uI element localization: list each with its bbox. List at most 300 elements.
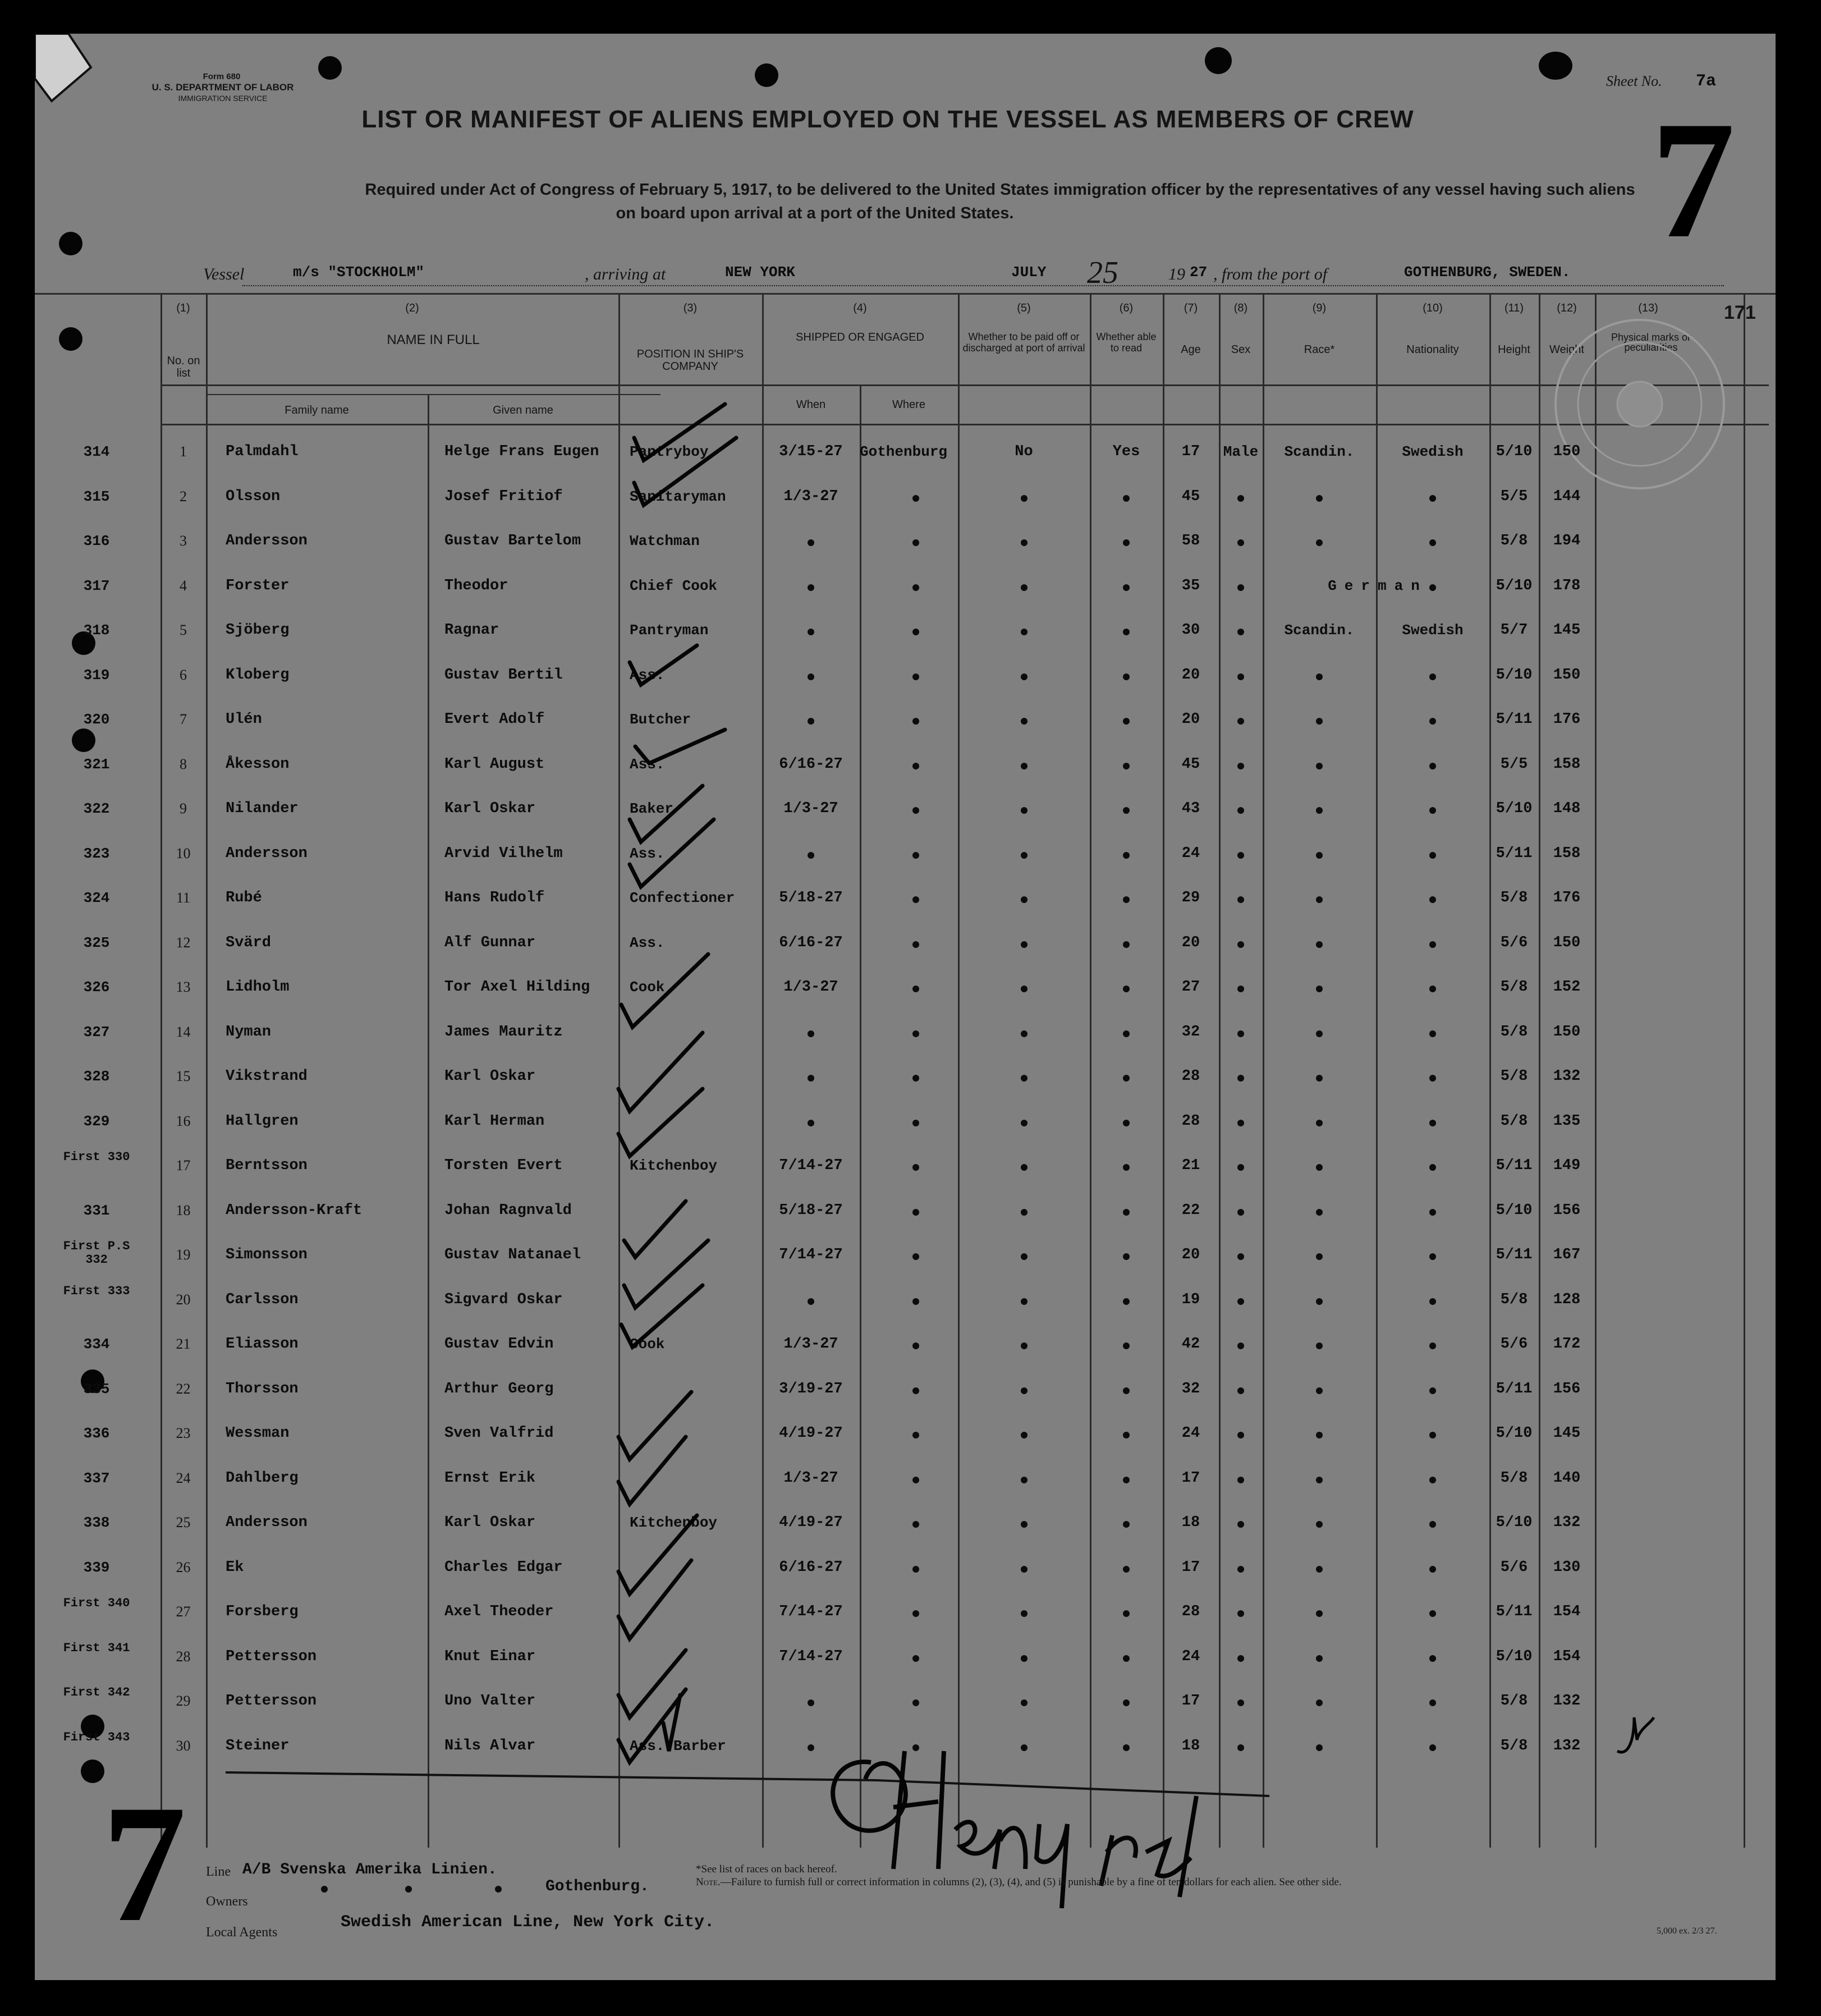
- col-num: (1): [176, 302, 190, 314]
- cell-margin: 338: [83, 1514, 110, 1531]
- cell-position: Confectioner: [630, 890, 735, 906]
- cell-height: 5/8: [1500, 1023, 1528, 1041]
- header-age: Age: [1181, 343, 1201, 356]
- cell-height: 5/8: [1500, 533, 1528, 549]
- cell-no: 26: [176, 1559, 191, 1575]
- cell-no: 16: [176, 1112, 191, 1129]
- cell-when: 7/14-27: [779, 1247, 843, 1263]
- check-mark: [635, 730, 725, 763]
- cell-height: 5/11: [1496, 1247, 1533, 1263]
- cell-weight: 132: [1553, 1693, 1581, 1710]
- cell-margin: 334: [83, 1336, 110, 1353]
- col-num: (8): [1233, 302, 1248, 314]
- cell-weight: 149: [1553, 1157, 1581, 1174]
- cell-no: 7: [180, 711, 187, 727]
- cell-given: Hans Rudolf: [444, 890, 545, 906]
- col-num: (7): [1184, 302, 1198, 314]
- check-mark: [634, 404, 725, 460]
- cell-margin: First 340: [63, 1596, 130, 1610]
- cell-no: 3: [180, 533, 187, 549]
- subtitle-line-2: on board upon arrival at a port of the United States.: [616, 204, 1014, 222]
- cell-margin: First 341: [63, 1641, 130, 1655]
- cell-when: 7/14-27: [779, 1157, 843, 1174]
- header-when: When: [796, 398, 826, 411]
- cell-when: 1/3-27: [783, 1336, 838, 1353]
- cell-given: Gustav Natanael: [444, 1247, 581, 1263]
- cell-weight: 145: [1553, 622, 1581, 639]
- arrival-month: JULY: [1011, 264, 1047, 281]
- cell-nationality: Swedish: [1402, 622, 1464, 639]
- cell-given: Karl Herman: [444, 1112, 545, 1130]
- cell-age: 43: [1181, 800, 1200, 817]
- cell-position: Pantryboy: [630, 443, 709, 460]
- col-num: (5): [1017, 302, 1031, 314]
- cell-position: Ass.: [630, 845, 665, 862]
- cell-weight: 132: [1553, 1068, 1581, 1085]
- cell-height: 5/8: [1500, 979, 1528, 996]
- cell-no: 29: [176, 1693, 191, 1709]
- cell-weight: 132: [1553, 1514, 1581, 1531]
- cell-margin: First P.S 332: [63, 1239, 130, 1267]
- cell-no: 9: [180, 800, 187, 817]
- cell-position: Kitchenboy: [630, 1157, 718, 1174]
- cell-when: 6/16-27: [779, 755, 843, 773]
- cell-age: 32: [1181, 1380, 1200, 1398]
- race-note: *See list of races on back hereof.: [696, 1863, 837, 1875]
- check-mark: [624, 1201, 686, 1257]
- cell-height: 5/10: [1496, 1514, 1533, 1531]
- col-num: (2): [405, 302, 419, 314]
- header-nationality: Nationality: [1406, 343, 1459, 356]
- cell-when: 3/15-27: [779, 443, 843, 460]
- cell-height: 5/10: [1496, 1648, 1533, 1665]
- cell-margin: 325: [83, 934, 110, 951]
- local-agents-label: Local Agents: [206, 1925, 278, 1940]
- cell-age: 17: [1181, 1693, 1200, 1710]
- cell-family: Andersson: [226, 533, 308, 549]
- cell-position: Ass.: [630, 755, 665, 773]
- check-mark: [618, 1650, 686, 1717]
- cell-margin: 337: [83, 1469, 110, 1487]
- year-value: 27: [1190, 264, 1208, 281]
- cell-family: Svärd: [226, 934, 272, 951]
- cell-when: 6/16-27: [779, 934, 843, 951]
- cell-paid: No: [1015, 443, 1033, 460]
- cell-family: Hallgren: [226, 1112, 299, 1130]
- header-given-name: Given name: [493, 404, 553, 416]
- from-port-label: , from the port of: [1213, 265, 1328, 283]
- cell-margin: 320: [83, 711, 110, 728]
- cell-age: 24: [1181, 845, 1200, 862]
- cell-position: Pantryman: [630, 622, 709, 639]
- cell-age: 21: [1181, 1157, 1200, 1174]
- cell-given: Karl August: [444, 755, 545, 773]
- cell-given: Gustav Bartelom: [444, 533, 581, 549]
- cell-height: 5/10: [1496, 666, 1533, 684]
- cell-age: 45: [1181, 755, 1200, 773]
- cell-age: 24: [1181, 1648, 1200, 1665]
- cell-given: Evert Adolf: [444, 711, 545, 728]
- cell-age: 18: [1181, 1514, 1200, 1531]
- cell-no: 22: [176, 1380, 191, 1397]
- cell-family: Berntsson: [226, 1157, 308, 1174]
- cell-family: Ulén: [226, 711, 262, 728]
- cell-no: 25: [176, 1514, 191, 1531]
- cell-age: 42: [1181, 1336, 1200, 1353]
- cell-when: 5/18-27: [779, 1202, 843, 1219]
- cell-no: 19: [176, 1247, 191, 1263]
- cell-height: 5/10: [1496, 1202, 1533, 1219]
- cell-age: 30: [1181, 622, 1200, 639]
- cell-weight: 140: [1553, 1469, 1581, 1487]
- cell-age: 17: [1181, 1559, 1200, 1576]
- cell-no: 11: [176, 890, 191, 906]
- header-able-to-read: Whether able to read: [1096, 331, 1157, 354]
- cell-age: 19: [1181, 1291, 1200, 1308]
- cell-when: 1/3-27: [783, 1469, 838, 1487]
- cell-position: Watchman: [630, 533, 700, 549]
- sheet-number-value: 7a: [1696, 72, 1717, 91]
- check-mark: [621, 954, 708, 1027]
- cell-weight: 132: [1553, 1737, 1581, 1754]
- cell-given: Gustav Edvin: [444, 1336, 554, 1353]
- cell-position: Kitchenboy: [630, 1514, 718, 1531]
- cell-age: 27: [1181, 979, 1200, 996]
- cell-given: Gustav Bertil: [444, 666, 563, 684]
- cell-height: 5/8: [1500, 1112, 1528, 1130]
- cell-weight: 158: [1553, 755, 1581, 773]
- cell-family: Rubé: [226, 890, 262, 906]
- cell-position: Baker: [630, 800, 674, 817]
- cell-family: Nilander: [226, 800, 299, 817]
- line-value: A/B Svenska Amerika Linien.: [242, 1861, 497, 1878]
- cell-no: 10: [176, 845, 191, 862]
- cell-age: 20: [1181, 666, 1200, 684]
- cell-sex: Male: [1223, 443, 1259, 460]
- cell-age: 20: [1181, 934, 1200, 951]
- line-label: Line: [206, 1864, 231, 1879]
- subtitle-line-1: Required under Act of Congress of February 5, 1917, to be delivered to the United States immigration officer by the representatives of any vessel having such aliens: [365, 181, 1635, 199]
- cell-age: 45: [1181, 488, 1200, 505]
- from-port-value: GOTHENBURG, SWEDEN.: [1404, 264, 1571, 281]
- cell-family: Palmdahl: [226, 443, 299, 460]
- cell-height: 5/8: [1500, 1469, 1528, 1487]
- cell-height: 5/5: [1500, 755, 1528, 773]
- col-num: (3): [683, 302, 698, 314]
- cell-read: Yes: [1112, 443, 1140, 460]
- cell-weight: 148: [1553, 800, 1581, 817]
- cell-race: Scandin.: [1284, 622, 1355, 639]
- cell-height: 5/6: [1500, 1559, 1528, 1576]
- cell-position: Cook: [630, 1336, 665, 1353]
- cell-family: Wessman: [226, 1425, 290, 1442]
- check-mark: [663, 1695, 680, 1751]
- cell-race: German: [1328, 577, 1428, 594]
- cell-age: 18: [1181, 1737, 1200, 1754]
- cell-given: Arthur Georg: [444, 1380, 554, 1398]
- cell-given: Uno Valter: [444, 1693, 536, 1710]
- cell-height: 5/5: [1500, 488, 1528, 505]
- cell-weight: 150: [1553, 666, 1581, 684]
- cell-margin: 327: [83, 1023, 110, 1041]
- header-race: Race*: [1304, 343, 1335, 356]
- cell-given: Arvid Vilhelm: [444, 845, 563, 862]
- owners-value: Gothenburg.: [545, 1878, 649, 1895]
- cell-weight: 158: [1553, 845, 1581, 862]
- cell-no: 15: [176, 1068, 191, 1084]
- cell-height: 5/7: [1500, 622, 1528, 639]
- cell-nationality: Swedish: [1402, 443, 1464, 460]
- note-text: —Failure to furnish full or correct information in columns (2), (3), (4), and (5) is punishable by a fine of ten dollars for each alien. See other side.: [720, 1876, 1342, 1888]
- owners-label: Owners: [206, 1894, 248, 1909]
- cell-when: 7/14-27: [779, 1603, 843, 1620]
- cell-family: Nyman: [226, 1023, 272, 1041]
- cell-given: Karl Oskar: [444, 1068, 536, 1085]
- header-where: Where: [892, 398, 925, 411]
- cell-family: Pettersson: [226, 1693, 317, 1710]
- check-mark: [618, 1392, 691, 1459]
- service-label: IMMIGRATION SERVICE: [178, 94, 268, 103]
- cell-given: Theodor: [444, 577, 508, 594]
- col-num: (12): [1557, 302, 1577, 314]
- check-mark: [618, 1560, 691, 1639]
- form-number: Form 680: [203, 72, 241, 81]
- cell-family: Andersson: [226, 845, 308, 862]
- cell-height: 5/8: [1500, 890, 1528, 906]
- cell-no: 13: [176, 979, 191, 995]
- header-position: POSITION IN SHIP'S COMPANY: [636, 348, 744, 373]
- sheet-number-label: Sheet No.: [1606, 73, 1662, 89]
- cell-weight: 172: [1553, 1336, 1581, 1353]
- cell-family: Forsberg: [226, 1603, 299, 1620]
- cell-no: 2: [180, 488, 187, 505]
- cell-no: 4: [180, 577, 187, 594]
- cell-age: 32: [1181, 1023, 1200, 1041]
- check-mark: [630, 819, 714, 887]
- cell-no: 20: [176, 1291, 191, 1308]
- cell-no: 6: [180, 666, 187, 683]
- cell-weight: 154: [1553, 1648, 1581, 1665]
- cell-no: 23: [176, 1425, 191, 1441]
- cell-margin: 326: [83, 979, 110, 996]
- cell-margin: First 342: [63, 1685, 130, 1699]
- check-marks: [35, 34, 1776, 1980]
- cell-height: 5/10: [1496, 577, 1533, 594]
- header-sex: Sex: [1231, 343, 1251, 356]
- cell-age: 24: [1181, 1425, 1200, 1442]
- cell-given: Sven Valfrid: [444, 1425, 554, 1442]
- cell-family: Ek: [226, 1559, 244, 1576]
- cell-age: 58: [1181, 533, 1200, 549]
- cell-height: 5/10: [1496, 443, 1533, 460]
- page-title: LIST OR MANIFEST OF ALIENS EMPLOYED ON THE VESSEL AS MEMBERS OF CREW: [361, 106, 1414, 133]
- cell-when: 1/3-27: [783, 800, 838, 817]
- cell-family: Forster: [226, 577, 290, 594]
- header-no-on-list: No. on list: [167, 355, 200, 379]
- cell-height: 5/11: [1496, 1603, 1533, 1620]
- sheet-big-number: 7: [1651, 86, 1735, 273]
- cell-given: Alf Gunnar: [444, 934, 536, 951]
- header-physical-marks: Physical marks or peculiarities: [1611, 332, 1691, 353]
- col-num: (6): [1119, 302, 1134, 314]
- cell-given: Helge Frans Eugen: [444, 443, 599, 460]
- cell-no: 27: [176, 1603, 191, 1620]
- cell-height: 5/11: [1496, 845, 1533, 862]
- cell-height: 5/11: [1496, 711, 1533, 728]
- cell-margin: 323: [83, 845, 110, 862]
- cell-margin: 329: [83, 1112, 110, 1130]
- check-mark: [630, 645, 697, 685]
- cell-given: Tor Axel Hilding: [444, 979, 590, 996]
- cell-given: Josef Fritiof: [444, 488, 563, 505]
- manifest-sheet: [35, 34, 1776, 1980]
- cell-position: Ass.: [630, 666, 665, 684]
- cell-weight: 154: [1553, 1603, 1581, 1620]
- cell-family: Steiner: [226, 1737, 290, 1754]
- cell-when: 7/14-27: [779, 1648, 843, 1665]
- cell-family: Eliasson: [226, 1336, 299, 1353]
- cell-height: 5/6: [1500, 1336, 1528, 1353]
- cell-when: 6/16-27: [779, 1559, 843, 1576]
- cell-position: Ass. Barber: [630, 1737, 726, 1754]
- cell-age: 28: [1181, 1112, 1200, 1130]
- cell-no: 12: [176, 934, 191, 951]
- header-paid-off: Whether to be paid off or discharged at port of arrival: [962, 331, 1085, 354]
- cell-age: 22: [1181, 1202, 1200, 1219]
- cell-age: 20: [1181, 711, 1200, 728]
- cell-margin: 319: [83, 666, 110, 684]
- header-family-name: Family name: [285, 404, 349, 416]
- cell-age: 17: [1181, 1469, 1200, 1487]
- check-mark: [634, 438, 736, 505]
- cell-family: Thorsson: [226, 1380, 299, 1398]
- cell-no: 8: [180, 755, 187, 772]
- cell-when: 3/19-27: [779, 1380, 843, 1398]
- print-code: 5,000 ex. 2/3 27.: [1657, 1926, 1717, 1936]
- cell-weight: 130: [1553, 1559, 1581, 1576]
- cell-given: Nils Alvar: [444, 1737, 536, 1754]
- cell-weight: 178: [1553, 577, 1581, 594]
- initials-mark: [1606, 1706, 1657, 1762]
- cell-margin: 314: [83, 443, 110, 460]
- cell-height: 5/6: [1500, 934, 1528, 951]
- vessel-label: Vessel: [203, 265, 245, 283]
- cell-position: Chief Cook: [630, 577, 718, 594]
- cell-given: Axel Theoder: [444, 1603, 554, 1620]
- cell-height: 5/11: [1496, 1380, 1533, 1398]
- cell-position: Butcher: [630, 711, 691, 728]
- vessel-value: m/s "STOCKHOLM": [293, 264, 425, 281]
- cell-no: 28: [176, 1648, 191, 1665]
- cell-margin: 322: [83, 800, 110, 817]
- cell-height: 5/10: [1496, 800, 1533, 817]
- cell-when: 5/18-27: [779, 890, 843, 906]
- cell-weight: 145: [1553, 1425, 1581, 1442]
- ditto-mark: [495, 1886, 502, 1893]
- cell-family: Vikstrand: [226, 1068, 308, 1085]
- cell-weight: 176: [1553, 711, 1581, 728]
- cell-height: 5/8: [1500, 1693, 1528, 1710]
- col-num: (9): [1312, 302, 1327, 314]
- cell-weight: 167: [1553, 1247, 1581, 1263]
- cell-where: Gothenburg: [860, 443, 948, 460]
- arrival-day: 25: [1087, 255, 1118, 290]
- cell-no: 24: [176, 1469, 191, 1486]
- cell-when: 4/19-27: [779, 1514, 843, 1531]
- cell-age: 17: [1181, 443, 1200, 460]
- sheet-big-number-bottom: 7: [102, 1770, 186, 1957]
- cell-no: 1: [180, 443, 187, 460]
- cell-age: 29: [1181, 890, 1200, 906]
- cell-weight: 152: [1553, 979, 1581, 996]
- year-prefix: 19: [1168, 265, 1185, 283]
- arriving-value: NEW YORK: [725, 264, 795, 281]
- cell-margin: First 343: [63, 1730, 130, 1744]
- cell-age: 28: [1181, 1068, 1200, 1085]
- header-weight: Weight: [1549, 343, 1584, 356]
- cell-margin: First 333: [63, 1284, 130, 1298]
- cell-margin: 321: [83, 755, 110, 773]
- col-num: (11): [1504, 302, 1524, 314]
- cell-margin: 328: [83, 1068, 110, 1085]
- fine-note: [696, 1876, 1650, 1889]
- cell-family: Andersson-Kraft: [226, 1202, 363, 1219]
- cell-given: Torsten Evert: [444, 1157, 563, 1174]
- col-num: (13): [1638, 302, 1658, 314]
- cell-given: Ragnar: [444, 622, 499, 639]
- check-mark: [618, 1515, 697, 1594]
- ditto-mark: [321, 1886, 328, 1893]
- cell-margin: 315: [83, 488, 110, 505]
- cell-margin: 317: [83, 577, 110, 594]
- cell-age: 35: [1181, 577, 1200, 594]
- cell-family: Carlsson: [226, 1291, 299, 1308]
- cell-age: 28: [1181, 1603, 1200, 1620]
- cell-family: Andersson: [226, 1514, 308, 1531]
- department-label: U. S. DEPARTMENT OF LABOR: [152, 82, 294, 93]
- cell-given: Knut Einar: [444, 1648, 536, 1665]
- cell-race: Scandin.: [1284, 443, 1355, 460]
- cell-weight: 156: [1553, 1202, 1581, 1219]
- cell-weight: 150: [1553, 934, 1581, 951]
- cell-weight: 150: [1553, 1023, 1581, 1041]
- cell-when: 4/19-27: [779, 1425, 843, 1442]
- cell-margin: 316: [83, 533, 110, 549]
- local-agents-value: Swedish American Line, New York City.: [341, 1913, 715, 1932]
- cell-family: Olsson: [226, 488, 281, 505]
- ditto-mark: [405, 1886, 412, 1893]
- cell-height: 5/8: [1500, 1291, 1528, 1308]
- cell-position: Sanitaryman: [630, 488, 726, 505]
- cell-given: Sigvard Oskar: [444, 1291, 563, 1308]
- header-shipped: SHIPPED OR ENGAGED: [796, 331, 924, 343]
- cell-given: Charles Edgar: [444, 1559, 563, 1576]
- cell-when: 1/3-27: [783, 979, 838, 996]
- cell-margin: 318: [83, 622, 110, 639]
- cell-given: Johan Ragnvald: [444, 1202, 572, 1219]
- cell-weight: 194: [1553, 533, 1581, 549]
- col-num: (4): [853, 302, 867, 314]
- cell-margin: 324: [83, 890, 110, 906]
- cell-family: Kloberg: [226, 666, 290, 684]
- stamp-number: 171: [1724, 302, 1756, 323]
- header-name-in-full: NAME IN FULL: [387, 332, 480, 347]
- cell-height: 5/10: [1496, 1425, 1533, 1442]
- cell-family: Dahlberg: [226, 1469, 299, 1487]
- cell-margin: 336: [83, 1425, 110, 1442]
- cell-no: 18: [176, 1202, 191, 1218]
- cell-no: 17: [176, 1157, 191, 1174]
